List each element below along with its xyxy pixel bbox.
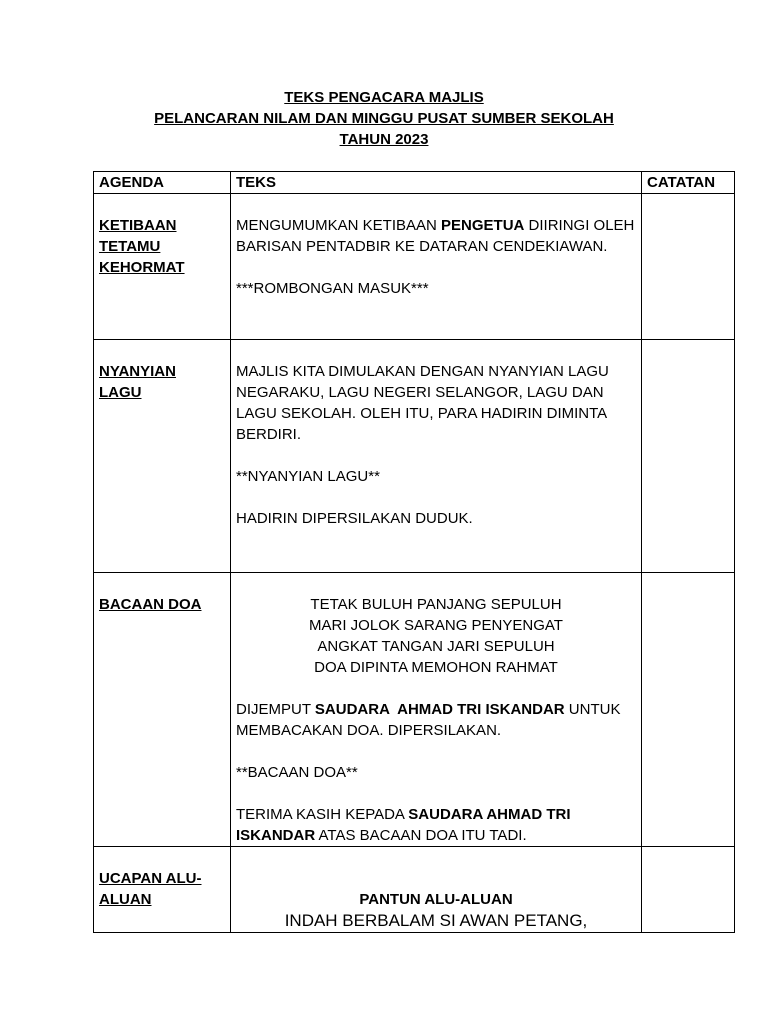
- agenda-cell: [94, 847, 231, 933]
- catatan-cell: [642, 847, 735, 933]
- agenda-cell: [94, 573, 231, 847]
- header-agenda: AGENDA: [94, 172, 231, 194]
- teks-paragraph: ***ROMBONGAN MASUK***: [236, 280, 429, 297]
- table-header-row: [94, 172, 735, 194]
- title-line-1: TEKS PENGACARA MAJLIS: [284, 89, 484, 106]
- pantun-line: INDAH BERBALAM SI AWAN PETANG,: [284, 911, 588, 930]
- pantun-title: PANTUN ALU-ALUAN: [359, 891, 513, 908]
- catatan-cell: [642, 194, 735, 340]
- catatan-cell: [642, 573, 735, 847]
- agenda-cell: [94, 194, 231, 340]
- title-line-3: TAHUN 2023: [339, 131, 429, 148]
- teks-paragraph: HADIRIN DIPERSILAKAN DUDUK.: [236, 510, 473, 527]
- agenda-cell: [94, 340, 231, 573]
- script-table: [93, 171, 735, 933]
- agenda-label: NYANYIAN LAGU: [99, 363, 176, 401]
- teks-paragraph: MENGUMUMKAN KETIBAAN PENGETUA DIIRINGI OLEH BARISAN PENTADBIR KE DATARAN CENDEKIAWAN.: [236, 217, 635, 255]
- table-row: [94, 340, 735, 573]
- header-catatan: CATATAN: [642, 172, 735, 194]
- document-title: [0, 87, 768, 150]
- table-row: [94, 573, 735, 847]
- agenda-label: KETIBAAN TETAMU KEHORMAT: [99, 217, 185, 276]
- teks-paragraph: TERIMA KASIH KEPADA SAUDARA AHMAD TRI ISKANDAR ATAS BACAAN DOA ITU TADI.: [236, 806, 571, 844]
- header-teks: TEKS: [231, 172, 642, 194]
- teks-cell: [231, 340, 642, 573]
- table-row: [94, 194, 735, 340]
- doa-pantun: TETAK BULUH PANJANG SEPULUH MARI JOLOK SARANG PENYENGAT ANGKAT TANGAN JARI SEPULUH DOA DIPINTA MEMOHON RAHMAT: [309, 596, 563, 676]
- teks-cell: [231, 847, 642, 933]
- title-line-2: PELANCARAN NILAM DAN MINGGU PUSAT SUMBER SEKOLAH: [154, 110, 614, 127]
- teks-paragraph: **NYANYIAN LAGU**: [236, 468, 380, 485]
- teks-paragraph: DIJEMPUT SAUDARA AHMAD TRI ISKANDAR UNTUK MEMBACAKAN DOA. DIPERSILAKAN.: [236, 701, 621, 739]
- catatan-cell: [642, 340, 735, 573]
- agenda-label: BACAAN DOA: [99, 596, 202, 613]
- teks-paragraph: **BACAAN DOA**: [236, 764, 358, 781]
- teks-paragraph: MAJLIS KITA DIMULAKAN DENGAN NYANYIAN LAGU NEGARAKU, LAGU NEGERI SELANGOR, LAGU DAN LAGU SEKOLAH. OLEH ITU, PARA HADIRIN DIMINTA BERDIRI.: [236, 363, 609, 443]
- teks-cell: [231, 194, 642, 340]
- table-row: [94, 847, 735, 933]
- agenda-label: UCAPAN ALU- ALUAN: [99, 870, 202, 908]
- teks-cell: [231, 573, 642, 847]
